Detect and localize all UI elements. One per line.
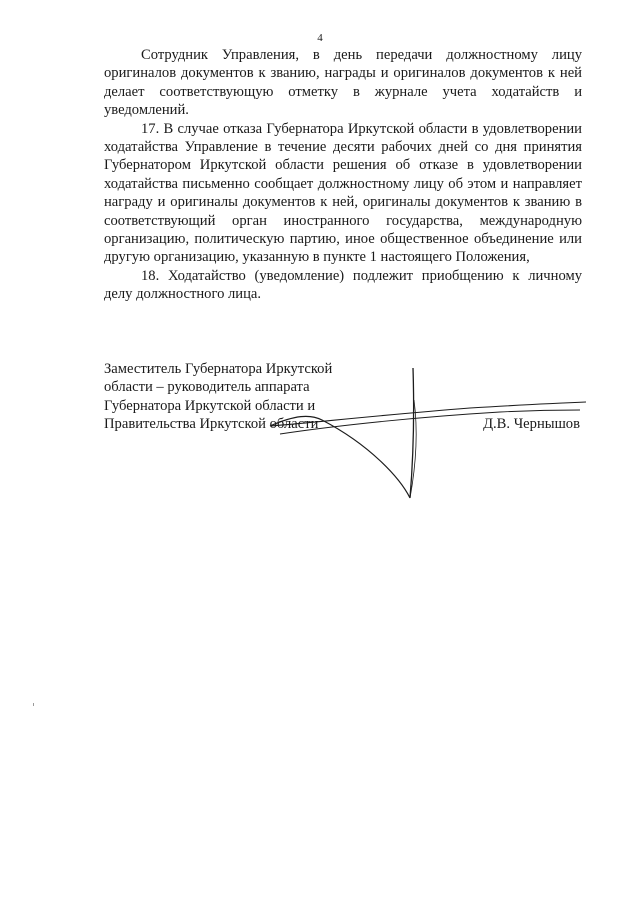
signer-name: Д.В. Чернышов — [483, 416, 580, 432]
signer-position-line: Заместитель Губернатора Иркутской — [104, 361, 333, 377]
signature-block — [104, 360, 582, 440]
document-body — [104, 46, 582, 304]
paragraph-17: 17. В случае отказа Губернатора Иркутской области в удовлетворении ходатайства Управление в течение десяти рабочих дней со дня принятия Губернатором Иркутской области решения об отказе в удовлетворении ходатайства письменно сообщает должностному лицу об этом и направляет награду и оригиналы документов к ней, оригиналы документов к званию в соответствующий орган иностранного государства, международную организацию, политическую партию, иное общественное объединение или другую организацию, указанную в пункте 1 настоящего Положения, — [104, 120, 582, 266]
signer-position-line: области – руководитель аппарата — [104, 379, 310, 396]
paragraph-18: 18. Ходатайство (уведомление) подлежит приобщению к личному делу должностного лица. — [104, 267, 582, 303]
paragraph-staff-note: Сотрудник Управления, в день передачи должностному лицу оригиналов документов к званию, награды и оригиналов документов к ней делает соответствующую отметку в журнале учета ходатайств и уведомлений. — [104, 47, 582, 119]
page-number: 4 — [317, 32, 323, 44]
signer-position — [104, 360, 364, 434]
signer-position-line: Правительства Иркутской области — [104, 416, 319, 433]
signer-position-line: Губернатора Иркутской области и — [104, 397, 316, 414]
scan-speck — [33, 703, 34, 706]
